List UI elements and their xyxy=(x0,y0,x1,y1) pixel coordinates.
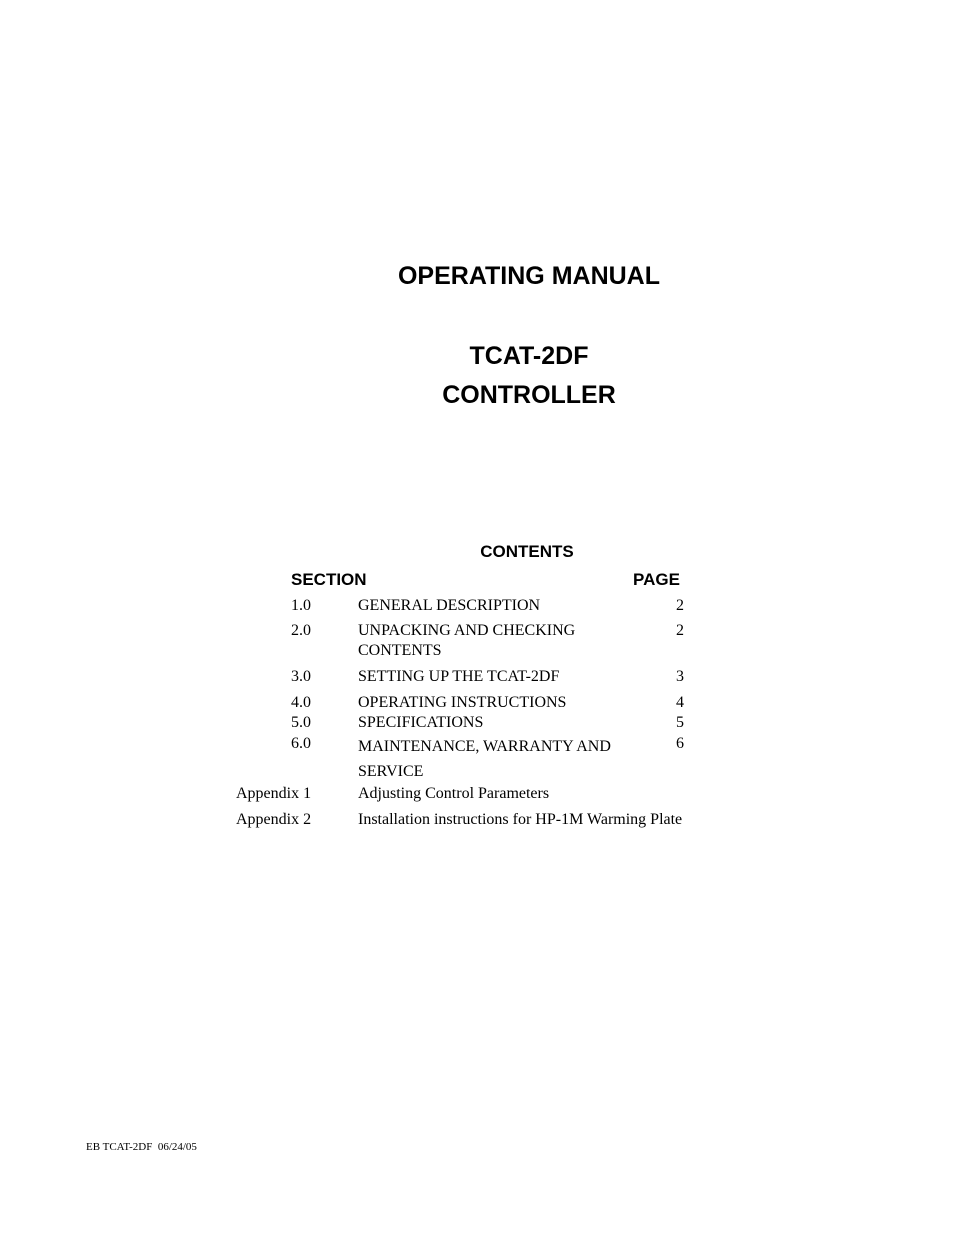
toc-title: GENERAL DESCRIPTION xyxy=(358,597,541,614)
appendix-title: Installation instructions for HP-1M Warming Plate xyxy=(358,811,683,828)
toc-page-number: 6 xyxy=(676,735,684,752)
section-column-header: SECTION xyxy=(291,570,367,589)
toc-title: UNPACKING AND CHECKING CONTENTS xyxy=(358,622,576,659)
toc-number: 3.0 xyxy=(291,668,311,685)
appendix-number: Appendix 1 xyxy=(236,785,312,802)
toc-appendix-2 xyxy=(0,810,954,832)
toc-number: 5.0 xyxy=(291,714,311,731)
title-model: TCAT-2DF xyxy=(469,342,589,370)
title-controller: CONTROLLER xyxy=(442,381,616,409)
toc-number: 1.0 xyxy=(291,597,311,614)
title-operating-manual: OPERATING MANUAL xyxy=(397,262,661,290)
appendix-number: Appendix 2 xyxy=(236,811,312,828)
toc-title: SPECIFICATIONS xyxy=(358,714,484,731)
toc-title: OPERATING INSTRUCTIONS xyxy=(358,694,567,711)
toc-row-2 xyxy=(0,621,954,661)
toc-page-number: 2 xyxy=(676,597,684,614)
contents-heading: CONTENTS xyxy=(480,542,574,561)
toc-title: MAINTENANCE, WARRANTY AND SERVICE xyxy=(358,738,611,780)
toc-title: SETTING UP THE TCAT-2DF xyxy=(358,668,560,685)
page-column-header: PAGE xyxy=(633,570,680,589)
toc-number: 2.0 xyxy=(291,622,311,639)
footer-document-code: EB TCAT-2DF 06/24/05 xyxy=(86,1141,197,1153)
toc-page-number: 2 xyxy=(676,622,684,639)
toc-number: 6.0 xyxy=(291,735,311,752)
toc-page-number: 3 xyxy=(676,668,684,685)
appendix-title: Adjusting Control Parameters xyxy=(358,785,550,802)
toc-row-6 xyxy=(0,734,954,784)
toc-page-number: 5 xyxy=(676,714,684,731)
toc-appendix-1 xyxy=(0,784,954,806)
toc-number: 4.0 xyxy=(291,694,311,711)
toc-page-number: 4 xyxy=(676,694,684,711)
